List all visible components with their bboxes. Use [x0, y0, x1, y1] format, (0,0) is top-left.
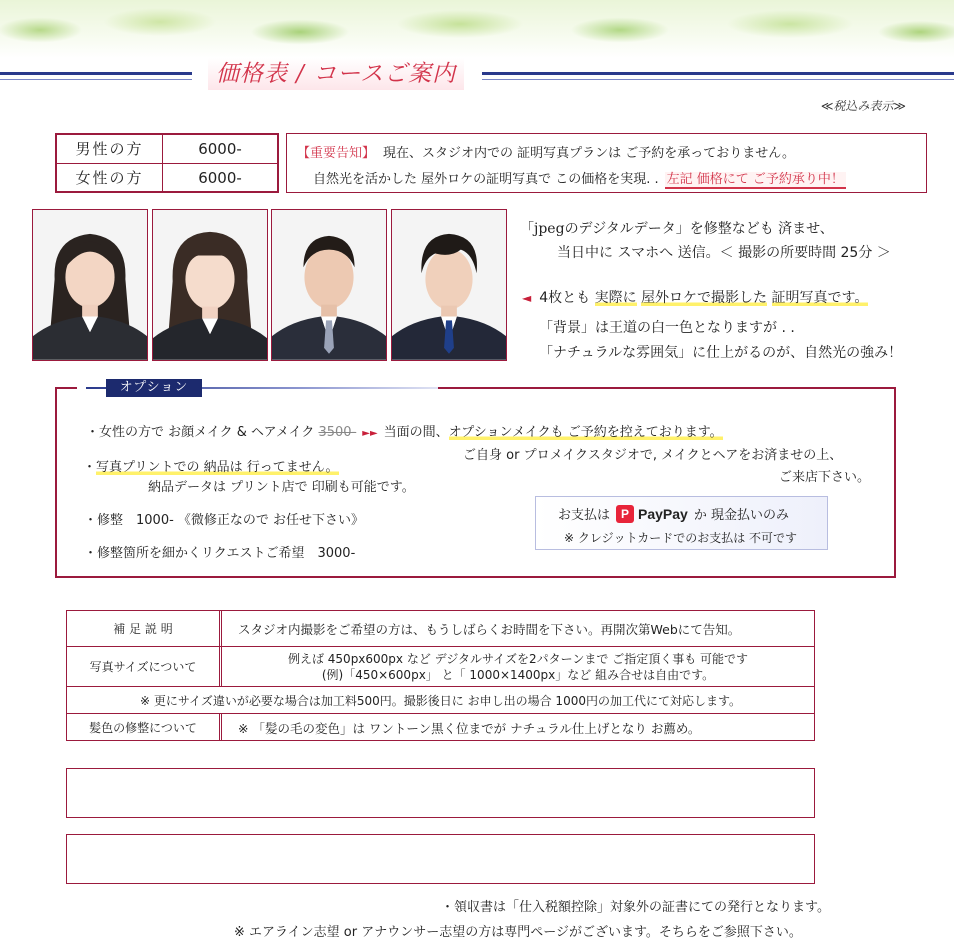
airline-note: ※ エアライン志望 or アナウンサー志望の方は専門ページがございます。そちらをご参照下さい。: [234, 925, 802, 940]
price-row-female: [57, 163, 277, 191]
desc-line-4: 「背景」は王道の白一色となりますが . .: [539, 320, 795, 336]
makeup-sub-2: ご来店下さい。: [779, 470, 871, 485]
options-border-top-right: [438, 387, 896, 389]
print-sub: 納品データは プリント店で 印刷も可能です。: [148, 480, 415, 495]
important-notice: [286, 133, 927, 193]
desc-line-2: 当日中に スマホへ 送信。＜ 撮影の所要時間 25分 ＞: [557, 245, 891, 261]
row-body: 例えば 450px600px など デジタルサイズを2パターンまで ご指定頂く事も 可能です (例)「450×600px」 と「 1000×1400px」など 組み合せは自由です。: [287, 651, 749, 682]
empty-box-2: [66, 834, 815, 884]
photo-female-model-2: [152, 209, 268, 361]
makeup-paused-note: オプションメイクも ご予約を控えております。: [448, 425, 723, 440]
page-title: 価格表 / コースご案内: [208, 58, 464, 90]
price-label: 女性の方: [57, 164, 163, 191]
title-rule-right-thin: [482, 79, 954, 80]
price-value: 6000-: [198, 169, 242, 187]
double-arrow-icon: ►►: [362, 428, 378, 439]
desc-line-1: 「jpegのデジタルデータ」を修整なども 済ませ、: [520, 221, 834, 237]
table-row: [67, 687, 814, 714]
payment-note: ※ クレジットカードでのお支払は 不可です: [564, 531, 798, 545]
table-row: [67, 647, 814, 687]
empty-box-1: [66, 768, 815, 818]
tax-note: ≪税込み表示≫: [820, 99, 906, 113]
makeup-sub-1: ご自身 or プロメイクスタジオで, メイクとヘアをお済ませの上、: [463, 448, 843, 463]
table-row: [67, 611, 814, 647]
price-label: 男性の方: [57, 135, 163, 163]
price-row-male: [57, 135, 277, 163]
paypay-icon: P: [616, 505, 634, 523]
price-table: [55, 133, 279, 193]
row-head: 写真サイズについて: [67, 647, 222, 686]
title-rule-right: [482, 72, 954, 75]
table-row: [67, 714, 814, 741]
row-head: 髪色の修整について: [67, 714, 222, 741]
notice-highlight: 左記 価格にて ご予約承り中！: [666, 172, 844, 187]
options-border-top-left: [55, 387, 77, 389]
option-print: ・写真プリントでの 納品は 行ってません。: [83, 460, 339, 475]
row-full: ※ 更にサイズ違いが必要な場合は加工料500円。撮影後日に お申し出の場合 1000円の加工代にて対応します。: [139, 693, 742, 708]
receipt-note: ・領収書は「仕入税額控除」対象外の証書にての発行となります。: [441, 900, 830, 915]
price-value: 6000-: [198, 140, 242, 158]
photo-male-model-1: [271, 209, 387, 361]
triangle-left-icon: ◄: [522, 291, 532, 305]
photo-female-model-1: [32, 209, 148, 361]
options-tab: オプション: [106, 379, 202, 397]
row-head: 補 足 説 明: [67, 611, 222, 646]
option-retouch: ・修整 1000- 《微修正なので お任せ下さい》: [84, 513, 365, 528]
paypay-logo: P PayPay: [616, 505, 688, 523]
row-body: スタジオ内撮影をご希望の方は、もうしばらくお時間を下さい。再開次第Webにて告知。: [238, 621, 741, 637]
leaf-banner-image: [0, 0, 954, 58]
photo-male-model-2: [391, 209, 507, 361]
notice-text-2: 自然光を活かした 屋外ロケの証明写真で この価格を実現. .: [313, 172, 659, 187]
desc-line-3: ◄ 4枚とも 実際に 屋外ロケで撮影した 証明写真です。: [522, 290, 869, 306]
notice-text: 現在、スタジオ内での 証明写真プランは ご予約を承っておりません。: [383, 146, 796, 161]
desc-line-5: 「ナチュラルな雰囲気」に仕上がるのが、自然光の強み！: [539, 345, 903, 361]
option-retouch-detail: ・修整箇所を細かくリクエストご希望 3000-: [84, 546, 356, 561]
title-rule-left-thin: [0, 79, 192, 80]
payment-box: お支払は P PayPay か 現金払いのみ ※ クレジットカードでのお支払は 不可です: [535, 496, 828, 550]
info-table: [66, 610, 815, 741]
row-body: ※ 「髪の毛の変色」は ワントーン黒く位までが ナチュラル仕上げとなり お薦め。: [238, 720, 701, 736]
title-rule-left: [0, 72, 192, 75]
notice-tag: 【重要告知】: [297, 146, 376, 161]
option-makeup: ・女性の方で お顔メイク & ヘアメイク 3500- ►► 当面の間、オプションメイクも ご予約を控えております。: [86, 425, 723, 440]
makeup-price-struck: 3500-: [318, 425, 357, 440]
